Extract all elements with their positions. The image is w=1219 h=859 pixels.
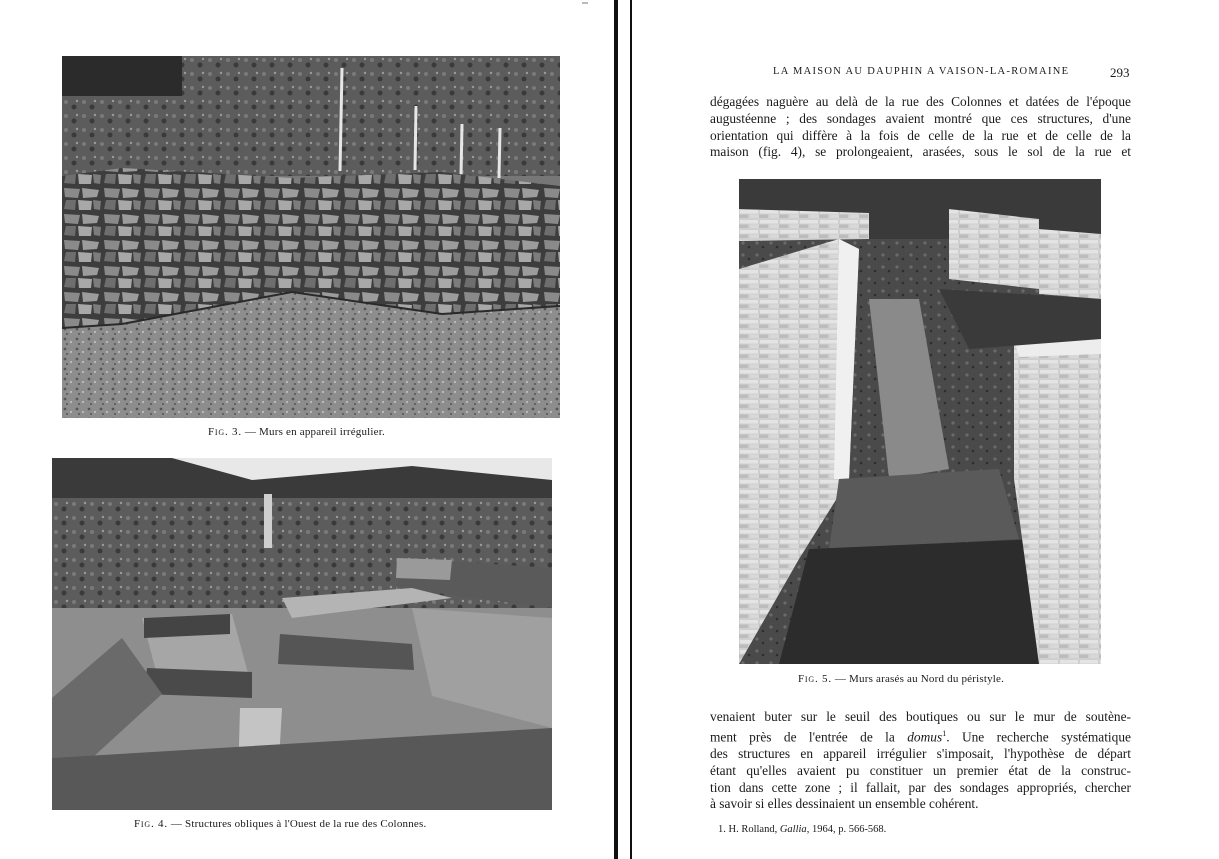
text-line: des structures en appareil irrégulier s'imposait, l'hypothèse de départ (710, 746, 1131, 762)
figure-3-text: Murs en appareil irrégulier. (259, 426, 385, 438)
text-line: orientation qui diffère à la fois de celle de la rue et de celle de la (710, 127, 1131, 143)
figure-4-photo (52, 458, 552, 810)
footnote: 1. H. Rolland, Gallia, 1964, p. 566-568. (718, 824, 887, 835)
journal-title: Gallia (779, 824, 807, 835)
text-line: venaient buter sur le seuil des boutiques ou sur le mur de soutène- (710, 709, 1131, 724)
text-line: augustéenne ; des sondages avaient montré que ces structures, d'une (710, 110, 1131, 126)
italic-term: domus (907, 729, 943, 745)
text-line: maison (fig. 4), se prolongeaient, arasées, sous le sol de la rue et (710, 144, 1131, 160)
paragraph-bottom (710, 709, 1131, 813)
figure-3-label: Fig. 3. (208, 426, 242, 438)
page-gutter (614, 0, 618, 859)
figure-5-text: Murs arasés au Nord du péristyle. (849, 673, 1005, 685)
scan-mark (582, 2, 588, 4)
page-number: 293 (1110, 65, 1130, 80)
footnote-ref: 1 (942, 728, 947, 738)
text-line: dégagées naguère au delà de la rue des Colonnes et datées de l'époque (710, 94, 1131, 109)
text-line: tion dans cette zone ; il fallait, par des sondages appropriés, chercher (710, 779, 1131, 795)
text-line: ment près de l'entrée de la domus$^1$. Une recherche systématique (710, 728, 1131, 745)
paragraph-top (710, 94, 1131, 161)
figure-5-photo (739, 179, 1101, 664)
figure-3-caption: Fig. 3. — Murs en appareil irrégulier. (208, 426, 385, 438)
page-gutter-line (630, 0, 632, 859)
figure-5-caption: Fig. 5. — Murs arasés au Nord du péristyle. (798, 673, 1005, 685)
figure-3-photo (62, 56, 560, 418)
figure-4-label: Fig. 4. (134, 818, 168, 830)
running-head: LA MAISON AU DAUPHIN A VAISON-LA-ROMAINE (773, 66, 1070, 77)
figure-4-caption: Fig. 4. — Structures obliques à l'Ouest de la rue des Colonnes. (134, 818, 427, 830)
text-line: à savoir si elles dessinaient un ensemble cohérent. (710, 796, 979, 812)
figure-5-label: Fig. 5. (798, 673, 832, 685)
text-line: étant qu'elles avaient pu constituer un premier état de la construc- (710, 762, 1131, 778)
figure-4-text: Structures obliques à l'Ouest de la rue des Colonnes. (185, 818, 427, 830)
